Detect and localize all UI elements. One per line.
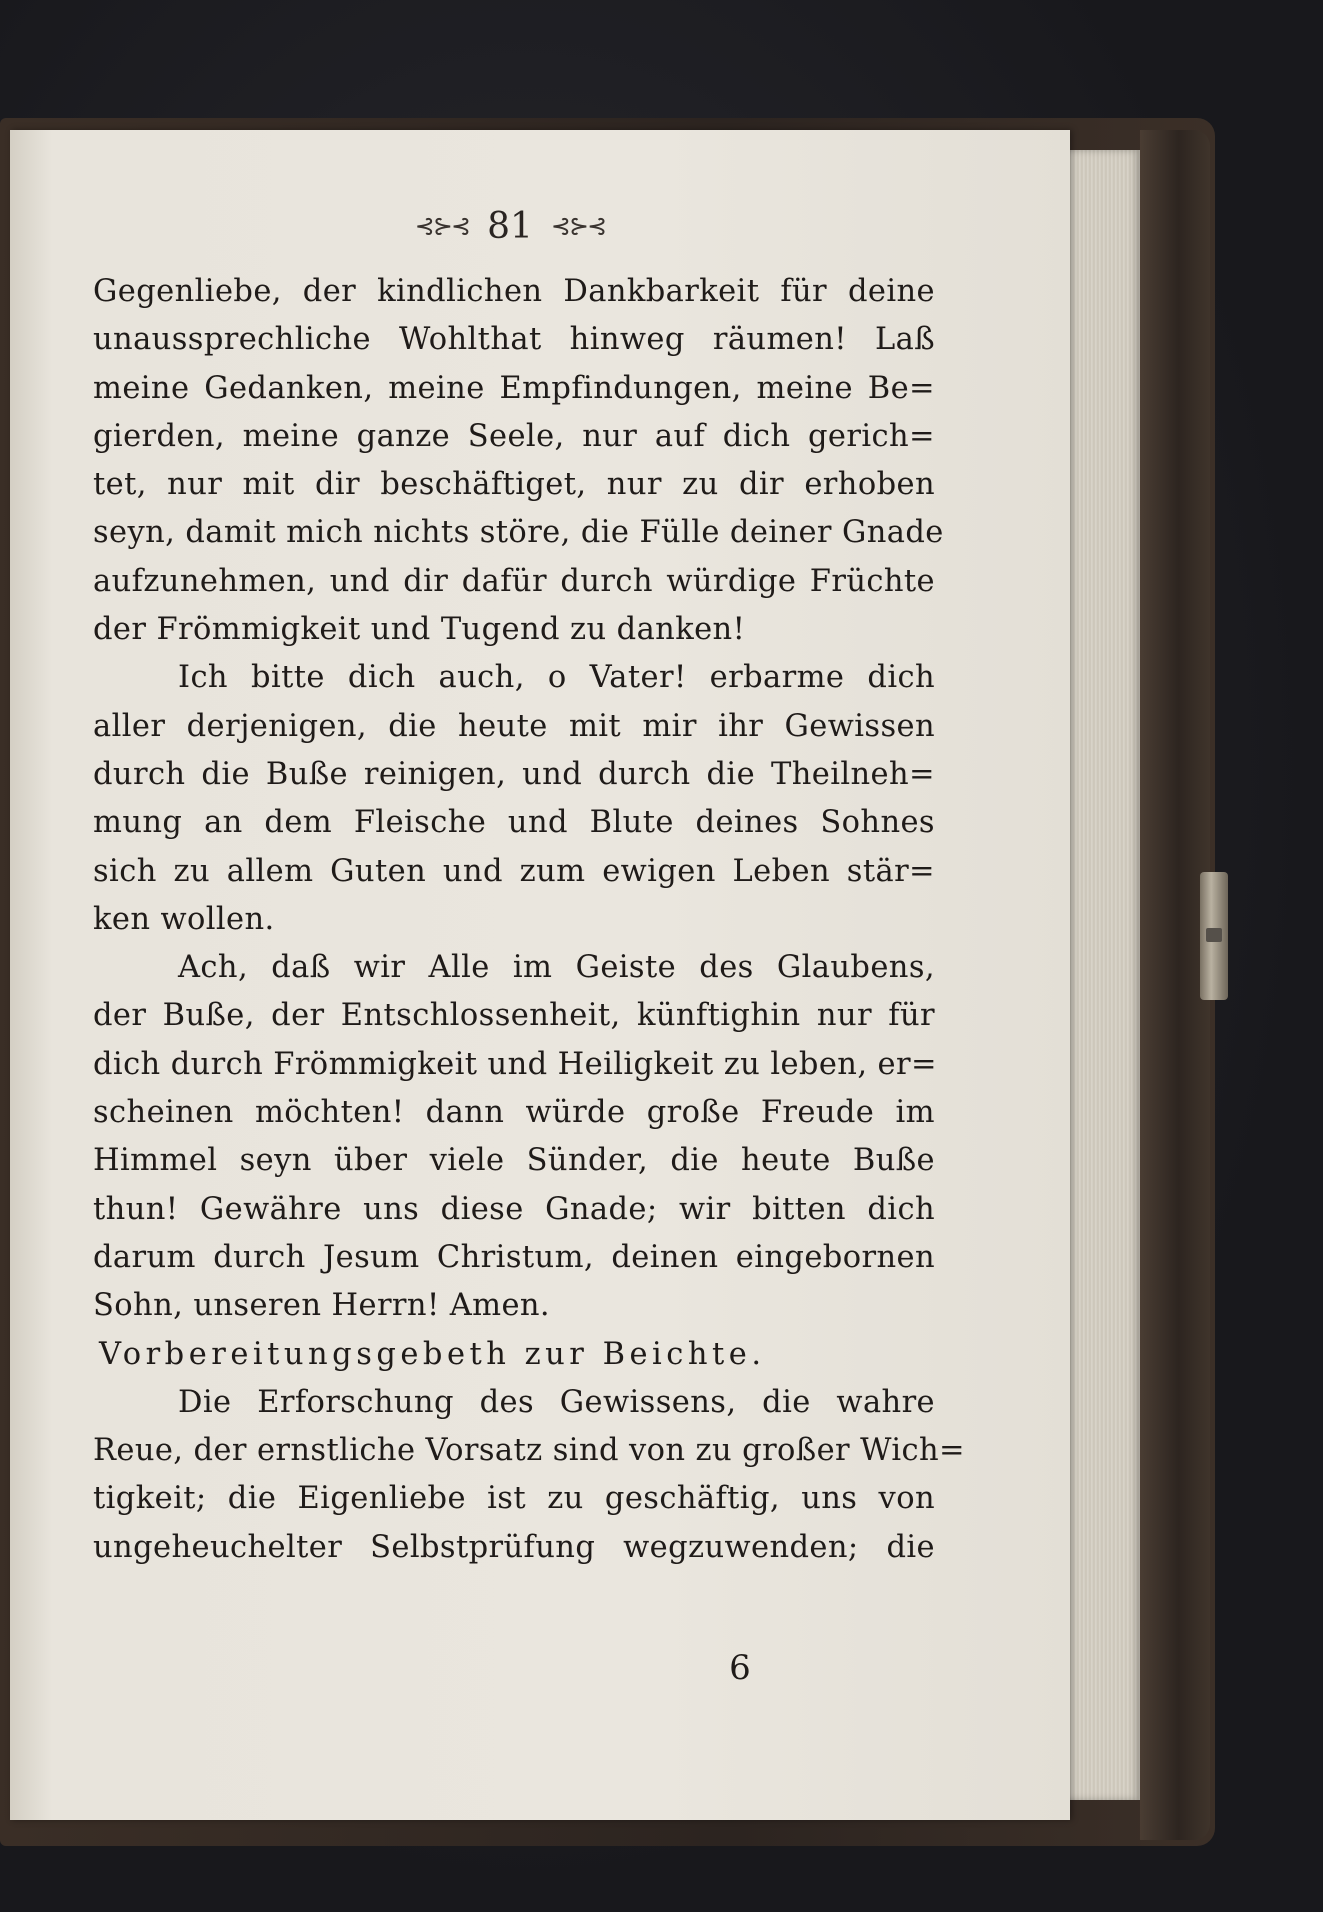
text-line: Die Erforschung des Gewissens, die wahre	[178, 1384, 935, 1420]
text-line: mung an dem Fleische und Blute deines Sohnes	[93, 805, 935, 841]
text-line: unaussprechliche Wohlthat hinweg räumen! Laß	[93, 322, 935, 358]
page-edges	[1060, 150, 1140, 1800]
text-line: Reue, der ernstliche Vorsatz sind von zu großer Wich=	[93, 1433, 965, 1469]
body-text	[93, 268, 965, 1572]
text-line: der Frömmigkeit und Tugend zu danken!	[93, 612, 746, 648]
text-line: ungeheuchelter Selbstprüfung wegzuwenden; die	[93, 1529, 935, 1565]
text-line: tet, nur mit dir beschäftiget, nur zu dir erhoben	[93, 467, 935, 503]
text-line: durch die Buße reinigen, und durch die Theilneh=	[93, 756, 935, 792]
ornament-left-icon: ⊰⊱⊰	[414, 212, 470, 240]
text-line: scheinen möchten! dann würde große Freude im	[93, 1095, 935, 1131]
text-line: thun! Gewähre uns diese Gnade; wir bitten dich	[93, 1191, 935, 1227]
text-line: sich zu allem Guten und zum ewigen Leben stär=	[93, 853, 935, 889]
text-line: gierden, meine ganze Seele, nur auf dich gerich=	[93, 418, 935, 454]
text-line: aufzunehmen, und dir dafür durch würdige Früchte	[93, 563, 935, 599]
text-line: Ich bitte dich auch, o Vater! erbarme dich	[178, 660, 935, 696]
text-line: Gegenliebe, der kindlichen Dankbarkeit für deine	[93, 274, 935, 309]
book-clasp	[1200, 872, 1228, 1000]
signature-mark: 6	[729, 1648, 751, 1688]
text-line: ken wollen.	[93, 901, 275, 937]
text-line: Sohn, unseren Herrn! Amen.	[93, 1288, 551, 1324]
text-line: der Buße, der Entschlossenheit, künftighin nur für	[93, 998, 935, 1034]
text-line: darum durch Jesum Christum, deinen eingebornen	[93, 1239, 935, 1275]
ornament-right-icon: ⊰⊱⊰	[550, 212, 606, 240]
text-line: seyn, damit mich nichts störe, die Fülle deiner Gnade	[93, 515, 944, 551]
page-header	[380, 206, 640, 246]
section-heading: Vorbereitungsgebeth zur Beichte.	[99, 1336, 766, 1372]
text-line: aller derjenigen, die heute mit mir ihr Gewissen	[93, 708, 935, 744]
text-line: dich durch Frömmigkeit und Heiligkeit zu leben, er=	[93, 1046, 937, 1082]
text-line: meine Gedanken, meine Empfindungen, meine Be=	[93, 370, 935, 406]
text-line: tigkeit; die Eigenliebe ist zu geschäftig, uns von	[93, 1481, 935, 1517]
text-line: Himmel seyn über viele Sünder, die heute Buße	[93, 1143, 935, 1179]
text-line: Ach, daß wir Alle im Geiste des Glaubens,	[178, 950, 935, 986]
page-number: 81	[487, 205, 533, 247]
